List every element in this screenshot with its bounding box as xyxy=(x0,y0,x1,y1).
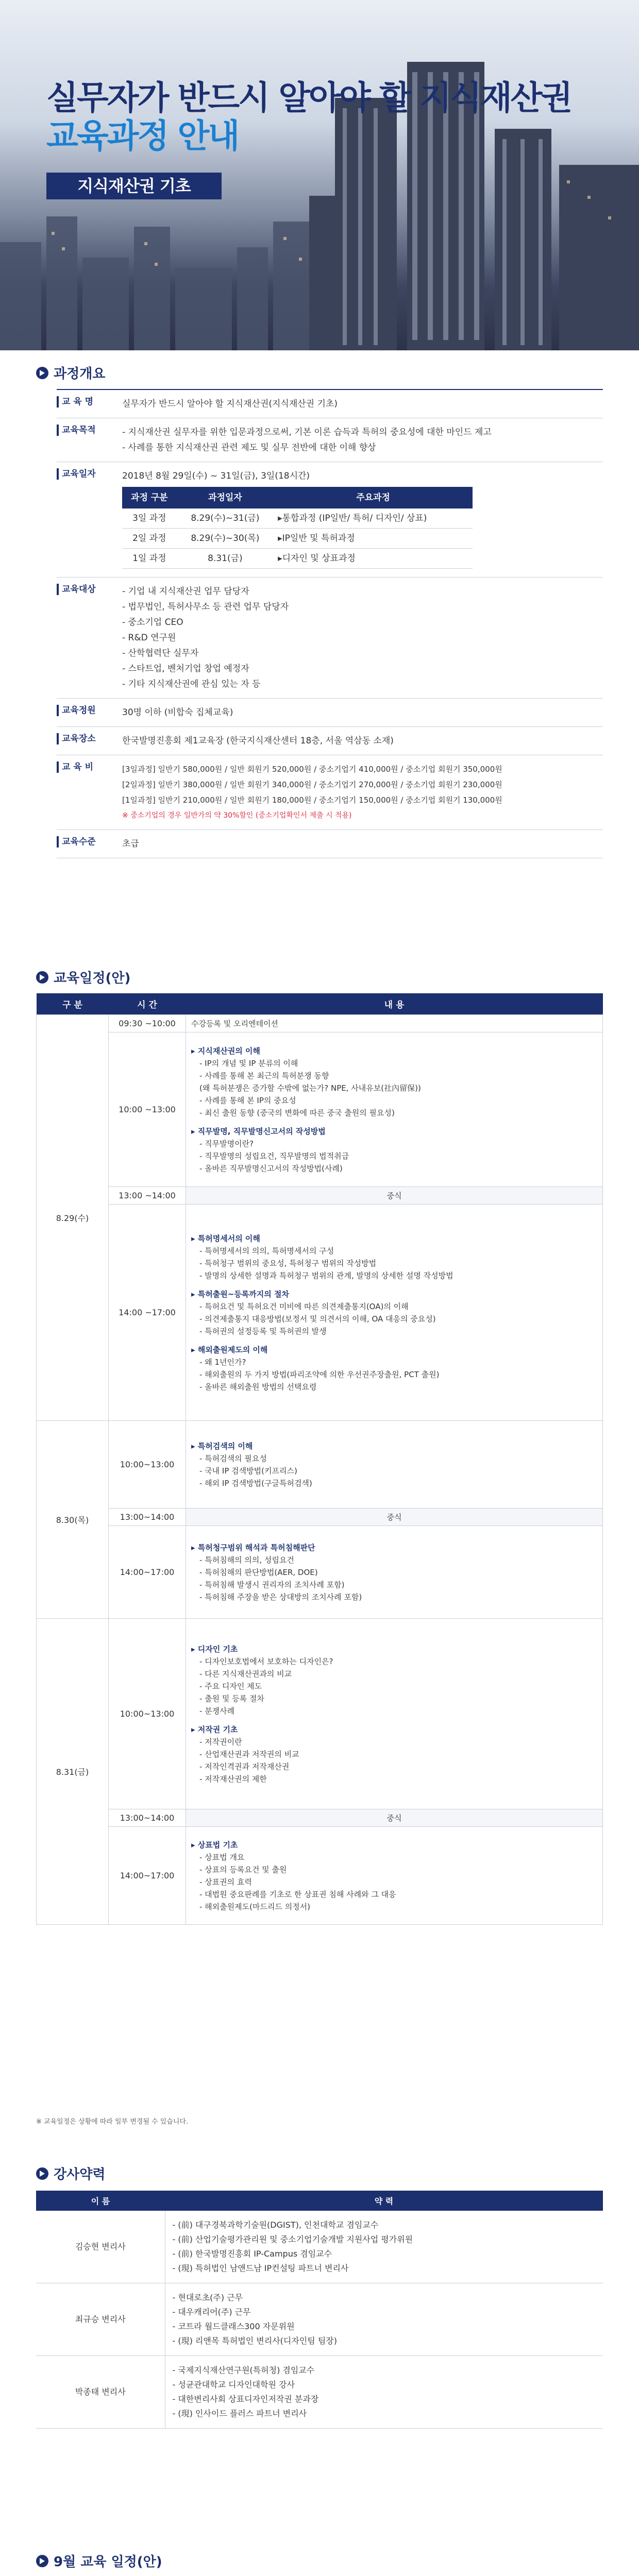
topic-item: - 최신 출원 동향 (중국의 변화에 따른 중국 출원의 필요성) xyxy=(199,1108,395,1117)
overview-row xyxy=(57,462,603,578)
topic-item: - 발명의 상세한 설명과 특허청구 범위의 관계, 발명의 상세한 설명 작성방법 xyxy=(199,1270,453,1280)
topic-item: - 저작권이란 xyxy=(199,1737,242,1747)
topic-item: - 다른 지식재산권과의 비교 xyxy=(199,1669,292,1679)
course-header: 주요과정 xyxy=(274,487,473,509)
instructors-table xyxy=(36,2191,603,2429)
schedule-time: 14:00~17:00 xyxy=(109,1526,186,1619)
schedule-time: 10:00~13:00 xyxy=(109,1619,186,1809)
topic-item: - 상표권의 효력 xyxy=(199,1877,252,1887)
topic-heading: ▸ 특허명세서의 이해 xyxy=(191,1233,260,1243)
instructor-row xyxy=(36,2356,603,2429)
overview-value: - 지식재산권 실무자를 위한 입문과정으로써, 기본 이론 습득과 특허의 중요성에 대한 마인드 제고 xyxy=(122,427,492,437)
topic-heading: ▸ 특허청구범위 해석과 특허침해판단 xyxy=(191,1543,315,1552)
topic-item: - 디자인보호법에서 보호하는 디자인은? xyxy=(199,1656,333,1666)
schedule-section-title xyxy=(36,968,130,987)
topic-item: - 해외 IP 검색방법(구글특허검색) xyxy=(199,1478,312,1488)
course-date: 8.29(수)~30(목) xyxy=(177,529,274,549)
fee-line: [1일과정] 일반기 210,000원 / 일반 회원기 180,000원 / 중소기업기 150,000원 / 중소기업 회원기 130,000원 xyxy=(122,795,502,805)
topic-item: - 해외출원제도(마드리드 의정서) xyxy=(199,1902,311,1911)
schedule-time: 13:00~14:00 xyxy=(109,1809,186,1827)
schedule-content xyxy=(186,1827,603,1925)
play-bullet-icon xyxy=(36,2555,48,2567)
hero-badge: 지식재산권 기초 xyxy=(46,173,222,199)
overview-value: 초급 xyxy=(122,839,139,849)
target-line: - 산학협력단 실무자 xyxy=(122,648,199,658)
schedule-time: 09:30 ~10:00 xyxy=(109,1015,186,1032)
schedule-time: 13:00 ~14:00 xyxy=(109,1187,186,1205)
overview-label: 교육목적 xyxy=(57,425,116,436)
overview-row xyxy=(57,578,603,699)
instructor-name: 김승현 변리사 xyxy=(36,2211,165,2283)
course-row xyxy=(122,549,473,569)
topic-item: - 올바른 해외출원 방법의 선택요령 xyxy=(199,1382,317,1392)
topic-item: - 상표의 등록요건 및 출원 xyxy=(199,1865,287,1874)
topic-item: - 특허청구 범위의 중요성, 특허청구 범위의 작성방법 xyxy=(199,1258,377,1268)
instructor-career: - 대한변리사회 상표디자인저작권 분과장 xyxy=(172,2394,319,2404)
course-row xyxy=(122,529,473,549)
topic-item: - 분쟁사례 xyxy=(199,1706,235,1716)
topic-item: - 특허침해 발생시 권리자의 조치사례 포함) xyxy=(199,1580,345,1589)
play-bullet-icon xyxy=(36,367,48,379)
instructor-career: - (現) 인사이드 플러스 파트너 변리사 xyxy=(172,2409,307,2418)
course-header: 과정일자 xyxy=(177,487,274,509)
schedule-note: ※ 교육일정은 상황에 따라 일부 변경될 수 있습니다. xyxy=(36,2118,189,2126)
instructor-career: - (前) 대구경북과학기술원(DGIST), 인천대학교 겸임교수 xyxy=(172,2220,379,2230)
topic-item: - 산업재산권과 저작권의 비교 xyxy=(199,1749,299,1759)
overview-section-title xyxy=(36,363,105,382)
schedule-table xyxy=(36,993,603,1925)
overview-row xyxy=(57,830,603,858)
schedule-header: 구 분 xyxy=(37,993,109,1015)
instructor-career: - (現) 특허법인 남앤드남 IP컨설팅 파트너 변리사 xyxy=(172,2263,349,2273)
hero-banner xyxy=(0,0,639,350)
overview-value: - 사례를 통한 지식재산권 관련 제도 및 실무 전반에 대한 이해 향상 xyxy=(122,443,376,453)
topic-item: - 저작인격권과 저작재산권 xyxy=(199,1761,290,1771)
topic-item: - 출원 및 등록 절차 xyxy=(199,1693,264,1703)
topic-heading: ▸ 지식재산권의 이해 xyxy=(191,1046,260,1056)
schedule-row xyxy=(37,1032,603,1187)
course-date: 8.29(수)~31(금) xyxy=(177,509,274,529)
topic-item: - 주요 디자인 제도 xyxy=(199,1681,262,1691)
topic-item: - 특허침해의 의의, 성립요건 xyxy=(199,1555,294,1565)
instructor-row xyxy=(36,2211,603,2283)
schedule-header: 내 용 xyxy=(186,993,603,1015)
schedule-row xyxy=(37,1526,603,1619)
schedule-content xyxy=(186,1032,603,1187)
topic-item: - 왜 1년인가? xyxy=(199,1357,246,1367)
schedule-row xyxy=(37,1619,603,1809)
schedule-day: 8.31(금) xyxy=(37,1619,109,1925)
schedule-row xyxy=(37,1205,603,1421)
topic-item: - 특허검색의 필요성 xyxy=(199,1453,267,1463)
overview-label: 교육장소 xyxy=(57,733,116,744)
course-table xyxy=(122,487,473,569)
schedule-title-text: 교육일정(안) xyxy=(54,971,131,986)
course-type: 1일 과정 xyxy=(122,549,177,569)
instructor-career: - (現) 리앤목 특허법인 변리사(디자인팀 팀장) xyxy=(172,2336,337,2346)
fee-line: [3일과정] 일반기 580,000원 / 일반 회원기 520,000원 / 중소기업기 410,000원 / 중소기업 회원기 350,000원 xyxy=(122,765,502,774)
hero-title-line2: 교육과정 안내 xyxy=(46,117,239,156)
course-type: 3일 과정 xyxy=(122,509,177,529)
september-section-title xyxy=(36,2551,162,2570)
overview-label: 교육대상 xyxy=(57,584,116,595)
play-bullet-icon xyxy=(36,971,48,984)
topic-heading: ▸ 특허출원~등록까지의 절차 xyxy=(191,1289,289,1299)
topic-item: - 사례를 통해 본 IP의 중요성 xyxy=(199,1095,296,1105)
overview-row xyxy=(57,389,603,418)
target-line: - 기타 지식재산권에 관심 있는 자 등 xyxy=(122,679,261,689)
course-date: 8.31(금) xyxy=(177,549,274,569)
schedule-time: 13:00~14:00 xyxy=(109,1509,186,1526)
schedule-time: 10:00~13:00 xyxy=(109,1421,186,1509)
topic-item: (왜 특허분쟁은 증가할 수밖에 없는가? NPE, 사내유보(社內留保)) xyxy=(199,1083,421,1093)
schedule-row xyxy=(37,1421,603,1509)
topic-heading: ▸ 상표법 기초 xyxy=(191,1840,238,1850)
topic-item: - 사례를 통해 본 최근의 특허분쟁 동향 xyxy=(199,1071,329,1080)
course-type: 2일 과정 xyxy=(122,529,177,549)
topic-heading: ▸ 디자인 기초 xyxy=(191,1644,238,1654)
schedule-row xyxy=(37,1827,603,1925)
target-line: - R&D 연구원 xyxy=(122,633,176,643)
target-line: - 스타트업, 벤처기업 창업 예정자 xyxy=(122,664,249,674)
topic-heading: ▸ 직무발명, 직무발명신고서의 작성방법 xyxy=(191,1126,326,1136)
overview-value: 실무자가 반드시 알아야 할 지식재산권(지식재산권 기초) xyxy=(122,399,338,409)
fee-note: ※ 중소기업의 경우 일반가의 약 30%할인 (중소기업확인서 제출 시 적용) xyxy=(122,811,352,820)
instructor-career: - 성균관대학교 디자인대학원 강사 xyxy=(172,2380,295,2389)
topic-item: - 의견제출통지 대응방법(보정서 및 의견서의 이해, OA 대응의 중요성) xyxy=(199,1314,436,1324)
overview-label: 교육수준 xyxy=(57,836,116,848)
instructor-career: - (前) 한국발명진흥회 IP-Campus 겸임교수 xyxy=(172,2249,332,2259)
instructor-row xyxy=(36,2283,603,2356)
schedule-content xyxy=(186,1526,603,1619)
topic-item: - 올바른 직무발명신고서의 작성방법(사례) xyxy=(199,1163,343,1173)
course-main: ▸디자인 및 상표과정 xyxy=(274,549,473,569)
target-line: - 법무법인, 특허사무소 등 관련 업무 담당자 xyxy=(122,602,289,612)
topic-item: - 직무발명의 성립요건, 직무발명의 법적취급 xyxy=(199,1151,349,1161)
schedule-row xyxy=(37,1187,603,1205)
instructor-career: - 대우캐리어(주) 근무 xyxy=(172,2307,251,2317)
overview-label: 교육정원 xyxy=(57,705,116,716)
schedule-time: 10:00 ~13:00 xyxy=(109,1032,186,1187)
topic-item: - 해외출원의 두 가지 방법(파리조약에 의한 우선권주장출원, PCT 출원) xyxy=(199,1369,440,1379)
topic-item: - 국내 IP 검색방법(키프리스) xyxy=(199,1466,297,1476)
schedule-header: 시 간 xyxy=(109,993,186,1015)
hero-title xyxy=(46,80,571,156)
instructors-title-text: 강사약력 xyxy=(54,2167,106,2182)
overview-row xyxy=(57,727,603,755)
topic-item: - IP의 개념 및 IP 분류의 이해 xyxy=(199,1058,298,1068)
topic-heading: ▸ 저작권 기초 xyxy=(191,1724,238,1734)
course-main: ▸통합과정 (IP일반/ 특허/ 디자인/ 상표) xyxy=(274,509,473,529)
overview-label: 교육일자 xyxy=(57,468,116,480)
topic-item: - 대법원 중요판례를 기초로 한 상표권 침해 사례와 그 대응 xyxy=(199,1889,396,1899)
overview-row xyxy=(57,699,603,727)
schedule-day: 8.30(목) xyxy=(37,1421,109,1619)
overview-value: 30명 이하 (비합숙 집체교육) xyxy=(122,707,233,718)
play-bullet-icon xyxy=(36,2167,48,2180)
schedule-day: 8.29(수) xyxy=(37,1015,109,1421)
schedule-time: 14:00 ~17:00 xyxy=(109,1205,186,1421)
fee-line: [2일과정] 일반기 380,000원 / 일반 회원기 340,000원 / 중소기업기 270,000원 / 중소기업 회원기 230,000원 xyxy=(122,780,502,789)
overview-value: 2018년 8월 29일(수) ~ 31일(금), 3일(18시간) xyxy=(122,471,310,481)
target-line: - 중소기업 CEO xyxy=(122,617,183,628)
schedule-meal: 중식 xyxy=(186,1187,603,1205)
target-line: - 기업 내 지식재산권 업무 담당자 xyxy=(122,586,249,597)
schedule-time: 14:00~17:00 xyxy=(109,1827,186,1925)
instructor-name: 박종태 변리사 xyxy=(36,2356,165,2429)
topic-item: - 저작재산권의 제한 xyxy=(199,1774,267,1784)
instructor-name: 최규승 변리사 xyxy=(36,2283,165,2356)
schedule-meal: 중식 xyxy=(186,1809,603,1827)
overview-value: 한국발명진흥회 제1교육장 (한국지식재산센터 18층, 서울 역삼동 소재) xyxy=(122,736,394,746)
overview-label: 교 육 명 xyxy=(57,396,116,408)
course-header: 과정 구분 xyxy=(122,487,177,509)
instructor-career: - (前) 산업기술평가관리원 및 중소기업기술개발 지원사업 평가위원 xyxy=(172,2234,413,2244)
instructor-career: - 코트라 월드클래스300 자문위원 xyxy=(172,2321,295,2331)
instructor-career: - 국제지식재산연구원(특허청) 겸임교수 xyxy=(172,2365,315,2375)
topic-item: - 특허침해의 판단방법(AER, DOE) xyxy=(199,1567,318,1577)
overview-title-text: 과정개요 xyxy=(54,366,106,382)
topic-item: - 특허침해 주장을 받은 상대방의 조치사례 포함) xyxy=(199,1592,362,1602)
topic-item: - 특허요건 및 특허요건 미비에 따른 의견제출통지(OA)의 이해 xyxy=(199,1301,409,1311)
overview-label: 교 육 비 xyxy=(57,761,116,773)
schedule-content xyxy=(186,1619,603,1809)
overview-table xyxy=(57,389,603,858)
topic-heading: ▸ 특허검색의 이해 xyxy=(191,1441,253,1451)
instructor-career: - 현대로초(주) 근무 xyxy=(172,2293,243,2302)
instructors-section-title xyxy=(36,2164,105,2183)
hero-title-line1: 실무자가 반드시 알아야 할 지식재산권 xyxy=(46,79,571,117)
topic-item: - 직무발명이란? xyxy=(199,1139,254,1148)
overview-row xyxy=(57,755,603,830)
schedule-row xyxy=(37,1809,603,1827)
schedule-content: 수강등록 및 오리엔테이션 xyxy=(186,1015,603,1032)
topic-item: - 특허명세서의 의의, 특허명세서의 구성 xyxy=(199,1246,334,1256)
schedule-row xyxy=(37,1015,603,1032)
overview-row xyxy=(57,418,603,462)
schedule-meal: 중식 xyxy=(186,1509,603,1526)
course-row xyxy=(122,509,473,529)
topic-heading: ▸ 해외출원제도의 이해 xyxy=(191,1345,268,1354)
schedule-row xyxy=(37,1509,603,1526)
instructors-header: 이 름 xyxy=(36,2191,165,2211)
topic-item: - 특허권의 설정등록 및 특허권의 발생 xyxy=(199,1326,327,1336)
september-title-text: 9월 교육 일정(안) xyxy=(54,2554,162,2570)
course-main: ▸IP일반 및 특허과정 xyxy=(274,529,473,549)
instructors-header: 약 력 xyxy=(165,2191,603,2211)
schedule-content xyxy=(186,1421,603,1509)
schedule-content xyxy=(186,1205,603,1421)
topic-item: - 상표법 개요 xyxy=(199,1852,245,1862)
